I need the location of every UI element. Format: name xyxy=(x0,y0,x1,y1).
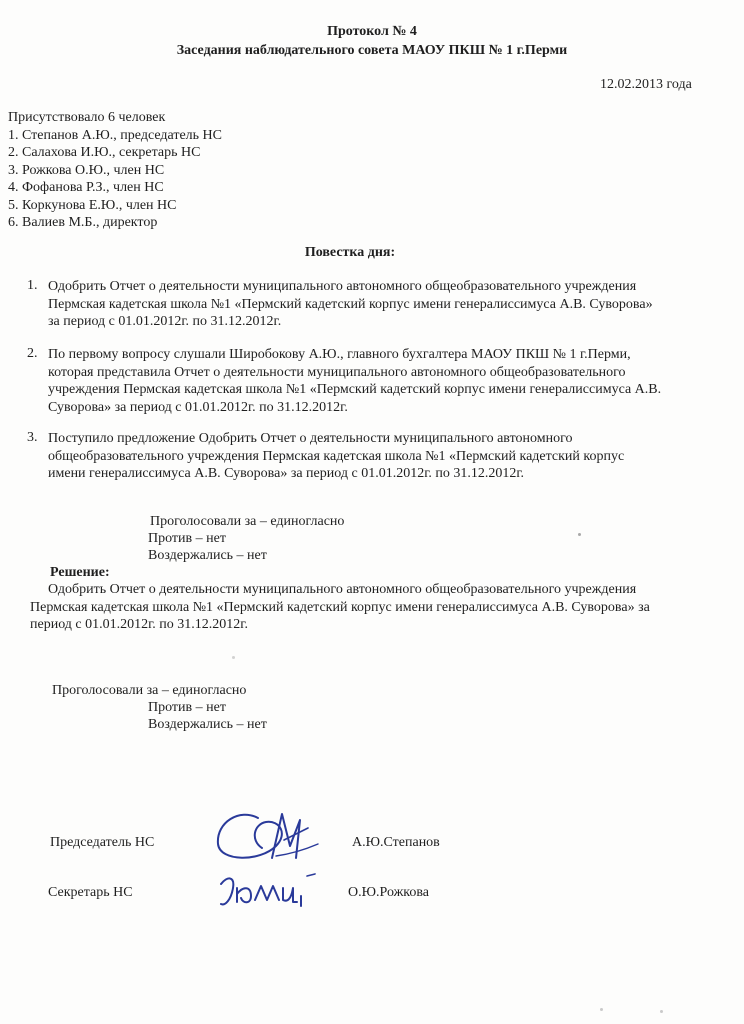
agenda-item-line: Одобрить Отчет о деятельности муниципального автономного общеобразовательного учреждения xyxy=(48,279,637,294)
agenda-item-line: По первому вопросу слушали Широбокову А.Ю., главного бухгалтера МАОУ ПКШ № 1 г.Перми, xyxy=(48,347,631,362)
attendance-list xyxy=(8,109,222,232)
attendance-member: 3. Рожкова О.Ю., член НС xyxy=(8,162,165,178)
chair-signature-icon xyxy=(210,800,320,870)
scan-speck xyxy=(578,533,581,536)
agenda-item-line: имени генералиссимуса А.В. Суворова» за период с 01.01.2012г. по 31.12.2012г. xyxy=(48,466,525,481)
agenda-item-line: учреждения Пермская кадетская школа №1 «Пермский кадетский корпус имени генералиссимуса А.В. xyxy=(48,382,662,397)
secretary-name: О.Ю.Рожкова xyxy=(348,885,429,900)
agenda-item-line: Поступило предложение Одобрить Отчет о деятельности муниципального автономного xyxy=(48,431,573,446)
attendance-intro: Присутствовало 6 человек xyxy=(8,110,166,125)
decision-heading: Решение: xyxy=(50,565,110,580)
agenda-item-line: за период с 01.01.2012г. по 31.12.2012г. xyxy=(48,314,282,329)
agenda-item-line: которая представила Отчет о деятельности муниципального автономного общеобразовательного xyxy=(48,364,626,380)
scan-speck xyxy=(600,1008,603,1011)
scan-speck xyxy=(232,656,235,659)
attendance-member: 4. Фофанова Р.З., член НС xyxy=(8,180,164,195)
document-date: 12.02.2013 года xyxy=(600,77,692,92)
vote-against: Против – нет xyxy=(148,531,226,546)
vote-against: Против – нет xyxy=(148,700,226,715)
agenda-item xyxy=(48,278,653,331)
decision-text xyxy=(30,581,650,634)
vote-for: Проголосовали за – единогласно xyxy=(150,514,345,529)
agenda-item-number: 1. xyxy=(27,278,38,293)
agenda-item-number: 3. xyxy=(27,430,38,445)
secretary-signature-icon xyxy=(215,866,325,916)
decision-line: Пермская кадетская школа №1 «Пермский кадетский корпус имени генералиссимуса А.В. Суворова» за xyxy=(30,599,650,615)
decision-line: период с 01.01.2012г. по 31.12.2012г. xyxy=(30,617,248,632)
vote-for: Проголосовали за – единогласно xyxy=(52,683,247,698)
attendance-member: 1. Степанов А.Ю., председатель НС xyxy=(8,127,222,143)
secretary-label: Секретарь НС xyxy=(48,885,133,900)
page-title: Протокол № 4 xyxy=(327,24,417,39)
agenda-item-line: Суворова» за период с 01.01.2012г. по 31.12.2012г. xyxy=(48,399,348,415)
agenda-item-number: 2. xyxy=(27,346,38,361)
agenda-item-line: общеобразовательного учреждения Пермская кадетская школа №1 «Пермский кадетский корпус xyxy=(48,448,625,464)
attendance-member: 6. Валиев М.Б., директор xyxy=(8,215,158,230)
agenda-heading: Повестка дня: xyxy=(304,245,396,260)
attendance-member: 2. Салахова И.Ю., секретарь НС xyxy=(8,145,201,160)
agenda-item xyxy=(48,346,661,416)
scan-speck xyxy=(660,1010,663,1013)
chair-label: Председатель НС xyxy=(50,835,155,850)
decision-line: Одобрить Отчет о деятельности муниципального автономного общеобразовательного учреждения xyxy=(48,582,637,597)
agenda-item-line: Пермская кадетская школа №1 «Пермский кадетский корпус имени генералиссимуса А.В. Суворова» xyxy=(48,296,653,312)
vote-abstained: Воздержались – нет xyxy=(148,548,267,563)
attendance-member: 5. Коркунова Е.Ю., член НС xyxy=(8,197,177,213)
page-subtitle: Заседания наблюдательного совета МАОУ ПКШ № 1 г.Перми xyxy=(176,43,568,58)
chair-name: А.Ю.Степанов xyxy=(352,835,440,850)
vote-abstained: Воздержались – нет xyxy=(148,717,267,732)
agenda-item xyxy=(48,430,624,483)
